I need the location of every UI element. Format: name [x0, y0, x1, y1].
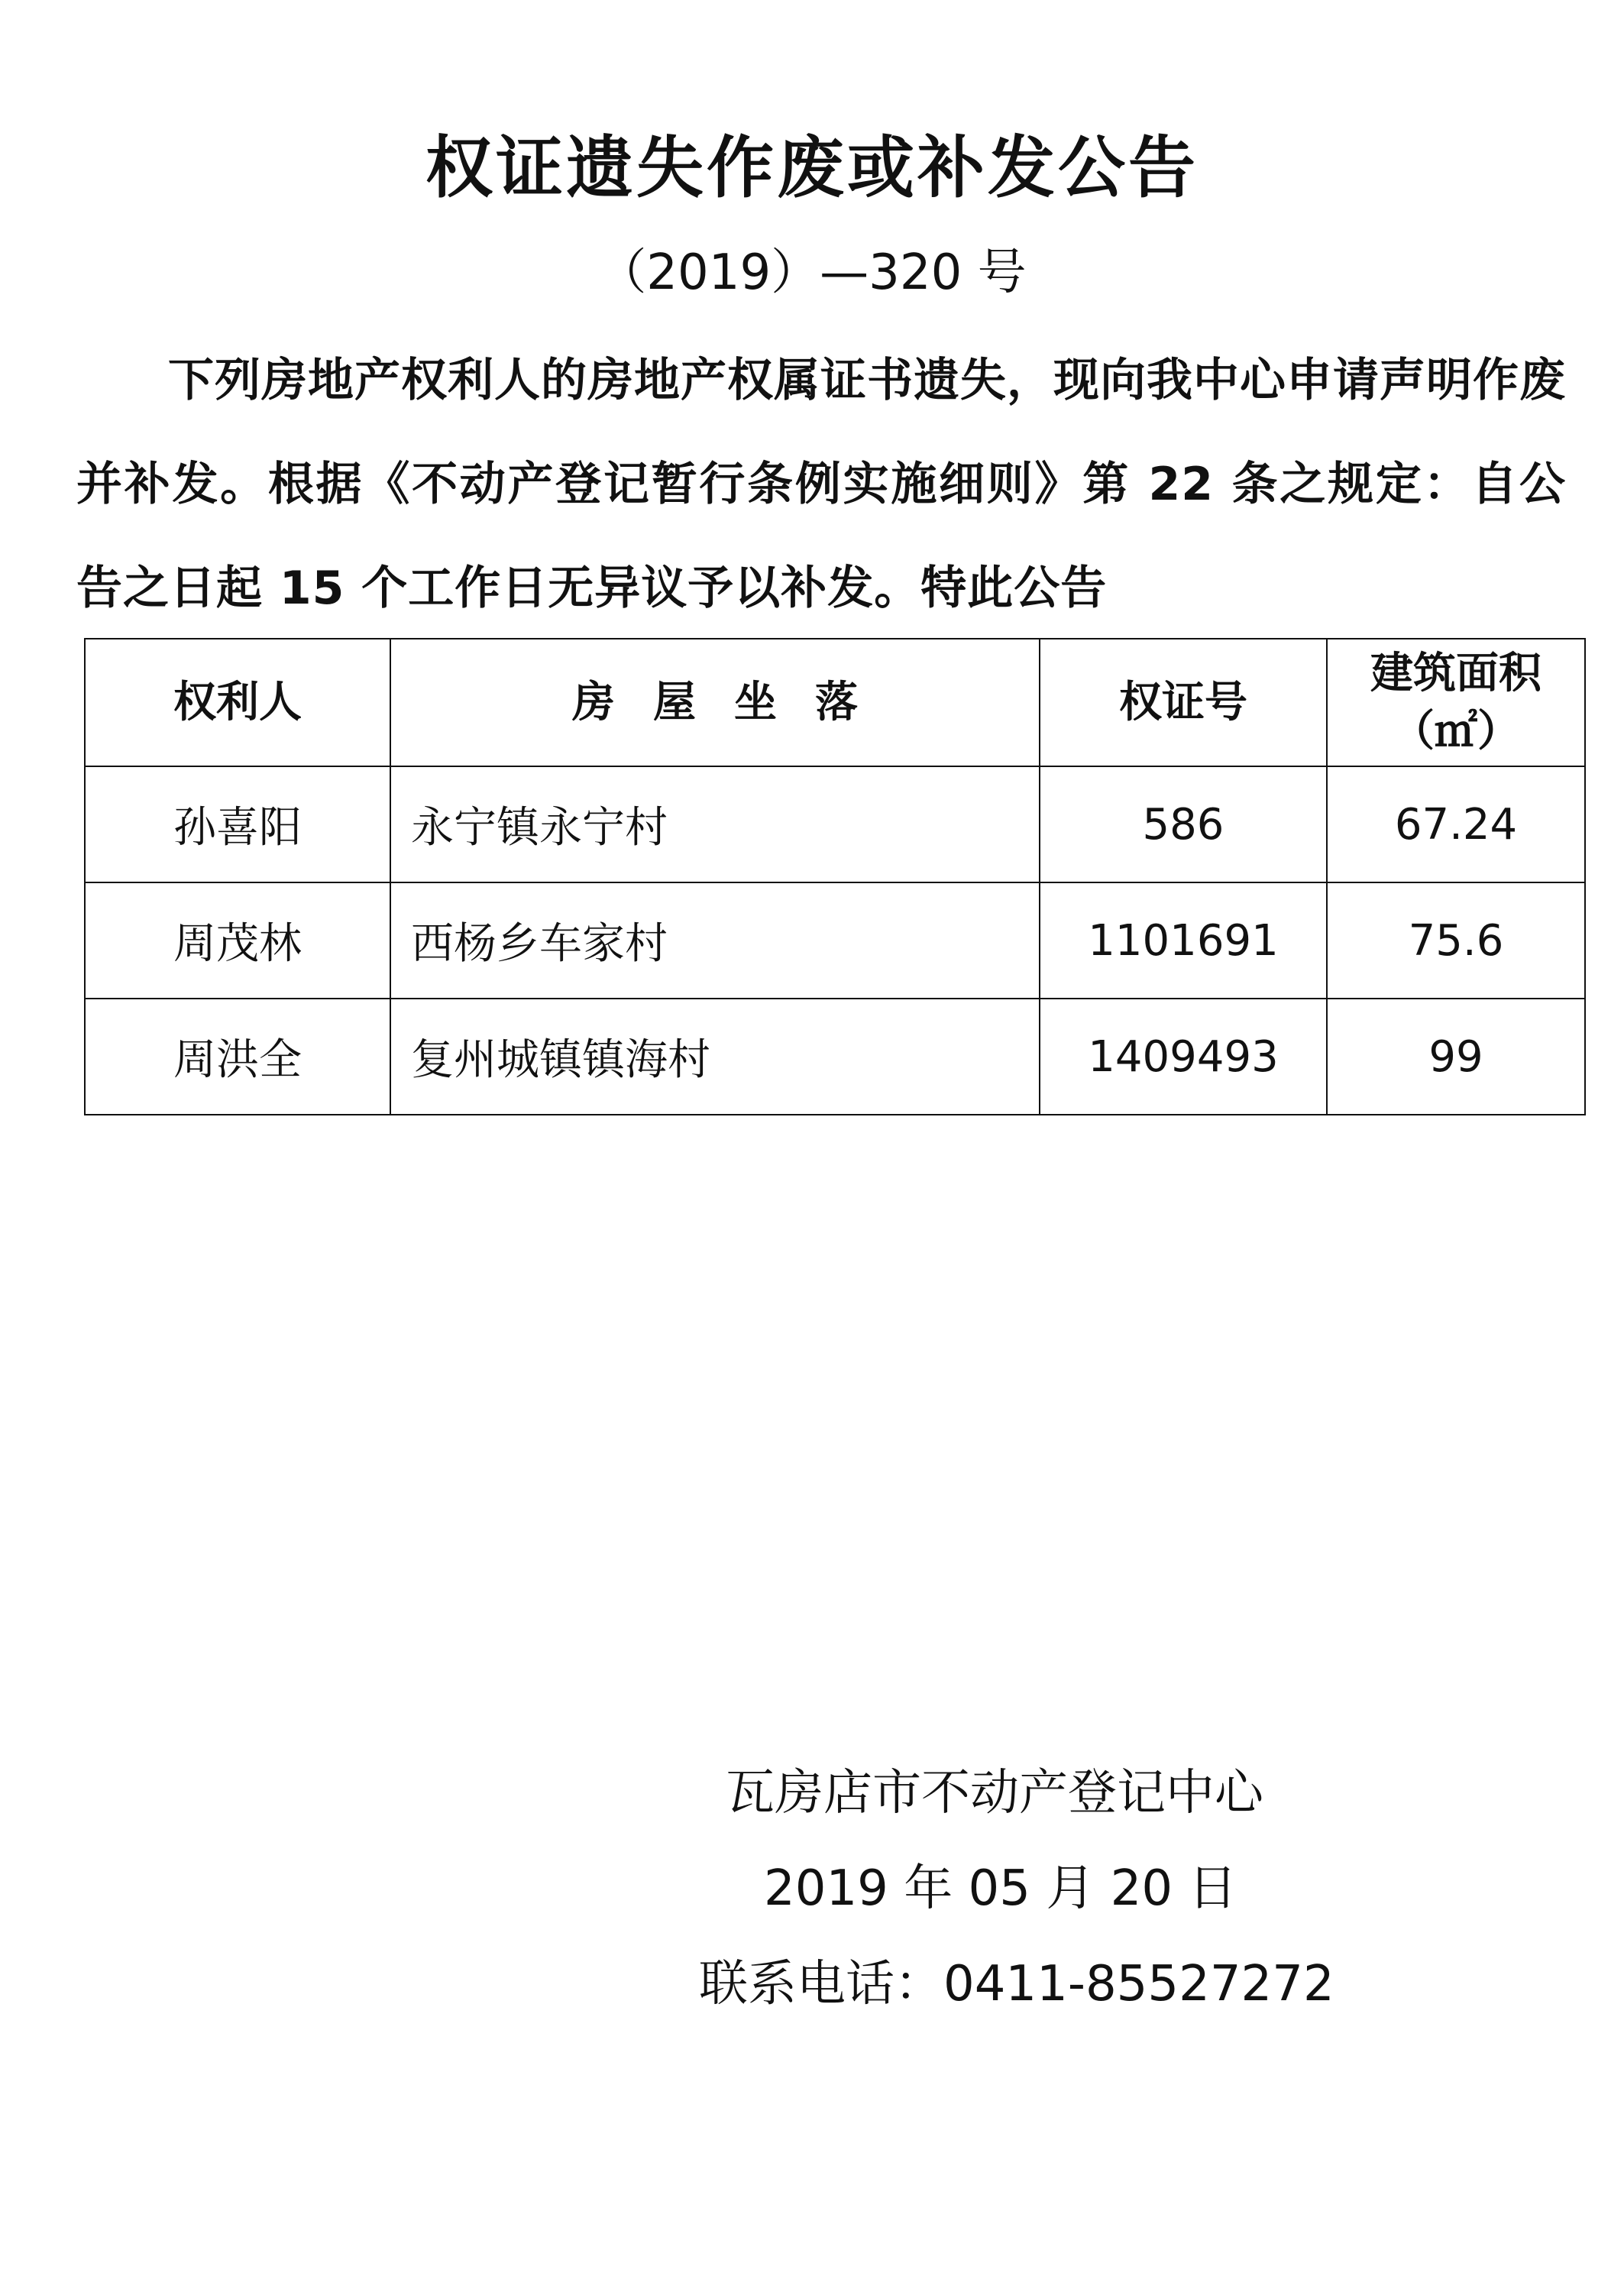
cell-cert-no: 586 — [1040, 766, 1327, 882]
cell-location: 复州城镇镇海村 — [390, 999, 1040, 1115]
header-cert-no: 权证号 — [1040, 639, 1327, 766]
cell-location: 西杨乡车家村 — [390, 882, 1040, 999]
cell-area: 67.24 — [1327, 766, 1585, 882]
notice-body-part1: 下列房地产权利人的房地产权属证书遗失，现向我中心申请声明作废并补发。 — [76, 354, 1566, 511]
header-area — [1327, 639, 1585, 766]
notice-number: （2019）—320 号 — [597, 244, 1027, 301]
issuing-organization: 瓦房店市不动产登记中心 — [726, 1765, 1263, 1821]
issue-date: 2019 年 05 月 20 日 — [764, 1860, 1237, 1917]
contact-phone: 联系电话：0411-85527272 — [699, 1956, 1334, 2012]
cell-area: 75.6 — [1327, 882, 1585, 999]
notice-title: 权证遗失作废或补发公告 — [425, 128, 1199, 207]
cell-owner: 周洪全 — [85, 999, 390, 1115]
table-row — [85, 882, 1585, 999]
table-row — [85, 999, 1585, 1115]
header-location: 房屋坐落 — [390, 639, 1040, 766]
cell-owner: 孙喜阳 — [85, 766, 390, 882]
table-row — [85, 766, 1585, 882]
cell-cert-no: 1101691 — [1040, 882, 1327, 999]
cell-area: 99 — [1327, 999, 1585, 1115]
cell-cert-no: 1409493 — [1040, 999, 1327, 1115]
notice-body-part2: 根据《不动产登记暂行条例实施细则》第 22 条之规定：自公告之日起 15 个工作日无异议予以补发。特此公告 — [76, 458, 1567, 615]
header-area-line2: （㎡） — [1392, 706, 1520, 756]
cell-location: 永宁镇永宁村 — [390, 766, 1040, 882]
notice-body — [76, 329, 1566, 640]
table-header-row — [85, 639, 1585, 766]
header-owner: 权利人 — [85, 639, 390, 766]
records-table — [84, 638, 1586, 1115]
header-area-line1: 建筑面积 — [1370, 648, 1542, 698]
cell-owner: 周茂林 — [85, 882, 390, 999]
